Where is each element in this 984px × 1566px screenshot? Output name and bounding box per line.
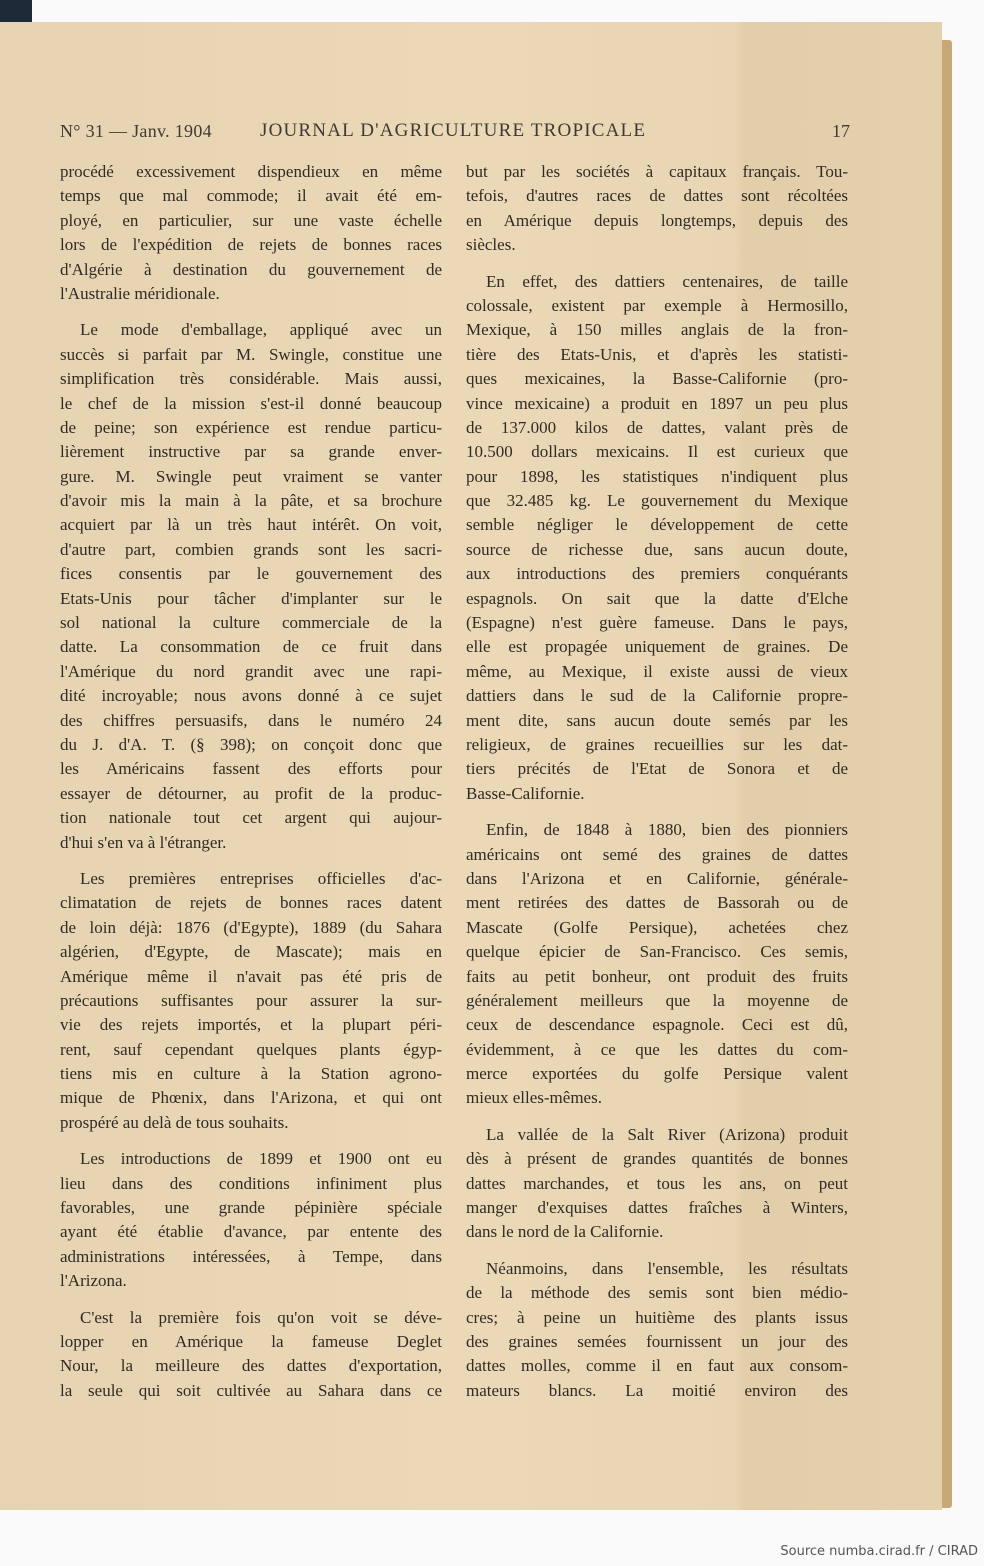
text-line: datte. La consommation de ce fruit dans — [60, 637, 442, 657]
text-line: Le mode d'emballage, appliqué avec un — [80, 320, 442, 340]
text-line: l'Arizona. — [60, 1271, 127, 1291]
text-line: ployé, en particulier, sur une vaste échelle — [60, 210, 442, 230]
text-line: d'Algérie à destination du gouvernement de — [60, 259, 442, 279]
text-line: ment dite, sans aucun doute semés par les — [466, 710, 848, 730]
text-line: dattes molles, comme il en faut aux consom- — [466, 1356, 848, 1376]
text-line: évidemment, à ce que les dattes du com- — [466, 1039, 848, 1059]
text-line: la seule qui soit cultivée au Sahara dans ce — [60, 1380, 442, 1400]
text-line: mique de Phœnix, dans l'Arizona, et qui ont — [60, 1088, 442, 1108]
text-line: succès si parfait par M. Swingle, constitue une — [60, 344, 442, 364]
text-line: essayer de détourner, au profit de la produc- — [60, 783, 442, 803]
text-line: La vallée de la Salt River (Arizona) produit — [486, 1124, 848, 1144]
text-line: généralement meilleurs que la moyenne de — [466, 990, 848, 1010]
text-line: source de richesse due, sans aucun doute, — [466, 539, 848, 559]
text-line: dattiers dans le sud de la Californie propre- — [466, 686, 848, 706]
paragraph — [466, 270, 848, 807]
text-line: temps que mal commode; il avait été em- — [60, 186, 442, 206]
text-line: siècles. — [466, 235, 516, 255]
text-line: elle est propagée uniquement de graines. De — [466, 637, 848, 657]
text-line: Etats-Unis pour tâcher d'implanter sur le — [60, 588, 442, 608]
text-line: En effet, des dattiers centenaires, de taille — [486, 271, 848, 291]
text-line: dité incroyable; nous avons donné à ce sujet — [60, 686, 442, 706]
text-line: ceux de descendance espagnole. Ceci est dû, — [466, 1015, 848, 1035]
text-line: Les premières entreprises officielles d'ac- — [80, 868, 442, 888]
text-line: des chiffres persuasifs, dans le numéro 24 — [60, 710, 442, 730]
text-line: lopper en Amérique la fameuse Deglet — [60, 1331, 442, 1351]
text-line: Les introductions de 1899 et 1900 ont eu — [80, 1149, 442, 1169]
text-line: religieux, de graines recueillies sur les dat- — [466, 734, 848, 754]
text-line: précautions suffisantes pour assurer la sur- — [60, 990, 442, 1010]
paragraph — [466, 1257, 848, 1403]
text-line: l'Australie méridionale. — [60, 283, 220, 303]
text-line: tiers précités de l'Etat de Sonora et de — [466, 759, 848, 779]
text-line: Néanmoins, dans l'ensemble, les résultats — [486, 1258, 848, 1278]
text-line: espagnols. On sait que la datte d'Elche — [466, 588, 848, 608]
paragraph — [466, 1123, 848, 1245]
text-line: C'est la première fois qu'on voit se déve- — [80, 1307, 442, 1327]
text-line: de peine; son expérience est rendue particu- — [60, 417, 442, 437]
text-line: quelque épicier de San-Francisco. Ces semis, — [466, 942, 848, 962]
text-line: lièrement instructive par sa grande enver- — [60, 442, 442, 462]
text-line: de loin déjà: 1876 (d'Egypte), 1889 (du Sahara — [60, 917, 442, 937]
text-line: acquiert par là un très haut intérêt. On voit, — [60, 515, 442, 535]
text-line: lors de l'expédition de rejets de bonnes races — [60, 235, 442, 255]
text-line: cres; à peine un huitième des plants issus — [466, 1307, 848, 1327]
text-line: d'autre part, combien grands sont les sacri- — [60, 539, 442, 559]
text-line: ques mexicaines, la Basse-Californie (pro- — [466, 369, 848, 389]
text-line: (Espagne) n'est guère fameuse. Dans le pays, — [466, 613, 848, 633]
text-line: les Américains fassent des efforts pour — [60, 759, 442, 779]
text-line: sol national la culture commerciale de la — [60, 613, 442, 633]
text-line: algérien, d'Egypte, de Mascate); mais en — [60, 942, 442, 962]
paragraph — [60, 1306, 442, 1404]
text-line: dattes marchandes, et tous les ans, on peut — [466, 1173, 848, 1193]
text-line: vie des rejets importés, et la plupart péri- — [60, 1015, 442, 1035]
text-line: du J. d'A. T. (§ 398); on conçoit donc que — [60, 734, 442, 754]
journal-title: JOURNAL D'AGRICULTURE TROPICALE — [260, 120, 647, 141]
text-line: en Amérique depuis longtemps, depuis des — [466, 210, 848, 230]
right-column — [466, 160, 848, 1415]
text-line: ment retirées des dattes de Bassorah ou de — [466, 893, 848, 913]
text-line: 10.500 dollars mexicains. Il est curieux que — [466, 442, 848, 462]
text-line: colossale, existent par exemple à Hermosillo, — [466, 295, 848, 315]
text-line: Nour, la meilleure des dattes d'exportation, — [60, 1356, 442, 1376]
text-line: gure. M. Swingle peut vraiment se vanter — [60, 466, 442, 486]
text-line: d'avoir mis la main à la pâte, et sa brochure — [60, 491, 442, 511]
text-line: dans le nord de la Californie. — [466, 1222, 664, 1242]
text-line: tière des Etats-Unis, et d'après les statisti- — [466, 344, 848, 364]
text-line: le chef de la mission s'est-il donné beaucoup — [60, 393, 442, 413]
text-line: mateurs blancs. La moitié environ des — [466, 1380, 848, 1400]
text-line: Basse-Californie. — [466, 783, 585, 803]
dark-corner-tab — [0, 0, 32, 22]
text-line: Mexique, à 150 milles anglais de la fron- — [466, 320, 848, 340]
paragraph — [466, 160, 848, 258]
text-line: simplification très considérable. Mais aussi, — [60, 369, 442, 389]
text-line: pour 1898, les statistiques n'indiquent plus — [466, 466, 848, 486]
paragraph — [60, 318, 442, 855]
text-line: mieux elles-mêmes. — [466, 1088, 602, 1108]
text-line: dès à présent de grandes quantités de bonnes — [466, 1149, 848, 1169]
text-line: procédé excessivement dispendieux en même — [60, 162, 442, 181]
text-line: ayant été établie d'avance, par entente des — [60, 1222, 442, 1242]
text-line: même, au Mexique, il existe aussi de vieux — [466, 661, 848, 681]
text-line: de 137.000 kilos de dattes, valant près de — [466, 417, 848, 437]
text-line: merce exportées du golfe Persique valent — [466, 1064, 848, 1084]
text-line: que 32.485 kg. Le gouvernement du Mexique — [466, 491, 848, 511]
issue-date: N° 31 — Janv. 1904 — [60, 121, 212, 141]
text-line: fices consentis par le gouvernement des — [60, 564, 442, 584]
paragraph — [60, 160, 442, 306]
text-line: faits au petit bonheur, ont produit des fruits — [466, 966, 848, 986]
text-line: Mascate (Golfe Persique), achetées chez — [466, 917, 848, 937]
text-line: de la méthode des semis sont bien médio- — [466, 1283, 848, 1303]
text-line: tiens mis en culture à la Station agrono- — [60, 1064, 442, 1084]
text-line: administrations intéressées, à Tempe, dans — [60, 1246, 442, 1266]
text-line: semble négliger le développement de cette — [466, 515, 848, 535]
text-line: favorables, une grande pépinière spéciale — [60, 1198, 442, 1218]
text-line: lieu dans des conditions infiniment plus — [60, 1173, 442, 1193]
page-number: 17 — [832, 121, 850, 141]
running-header — [60, 121, 850, 145]
text-line: d'hui s'en va à l'étranger. — [60, 832, 227, 852]
source-credit: Source numba.cirad.fr / CIRAD — [780, 1544, 978, 1559]
text-line: Enfin, de 1848 à 1880, bien des pionniers — [486, 820, 848, 840]
text-line: des graines semées fournissent un jour des — [466, 1331, 848, 1351]
text-line: tion nationale tout cet argent qui aujour- — [60, 808, 442, 828]
text-line: manger d'exquises dattes fraîches à Winters, — [466, 1198, 848, 1218]
paragraph — [466, 818, 848, 1111]
left-column — [60, 160, 442, 1415]
text-line: but par les sociétés à capitaux français. Tou- — [466, 162, 848, 181]
text-line: climatation de rejets de bonnes races datent — [60, 893, 442, 913]
text-line: aux introductions des premiers conquérants — [466, 564, 848, 584]
paragraph — [60, 867, 442, 1135]
text-line: américains ont semé des graines de dattes — [466, 844, 848, 864]
text-line: l'Amérique du nord grandit avec une rapi- — [60, 661, 442, 681]
text-line: Amérique même il n'avait pas été pris de — [60, 966, 442, 986]
text-line: dans l'Arizona et en Californie, générale- — [466, 868, 848, 888]
text-line: prospéré au delà de tous souhaits. — [60, 1112, 289, 1132]
text-line: rent, sauf cependant quelques plants égyp- — [60, 1039, 442, 1059]
paragraph — [60, 1147, 442, 1293]
text-line: vince mexicaine) a produit en 1897 un peu plus — [466, 393, 848, 413]
text-line: tefois, d'autres races de dattes sont récoltées — [466, 186, 848, 206]
